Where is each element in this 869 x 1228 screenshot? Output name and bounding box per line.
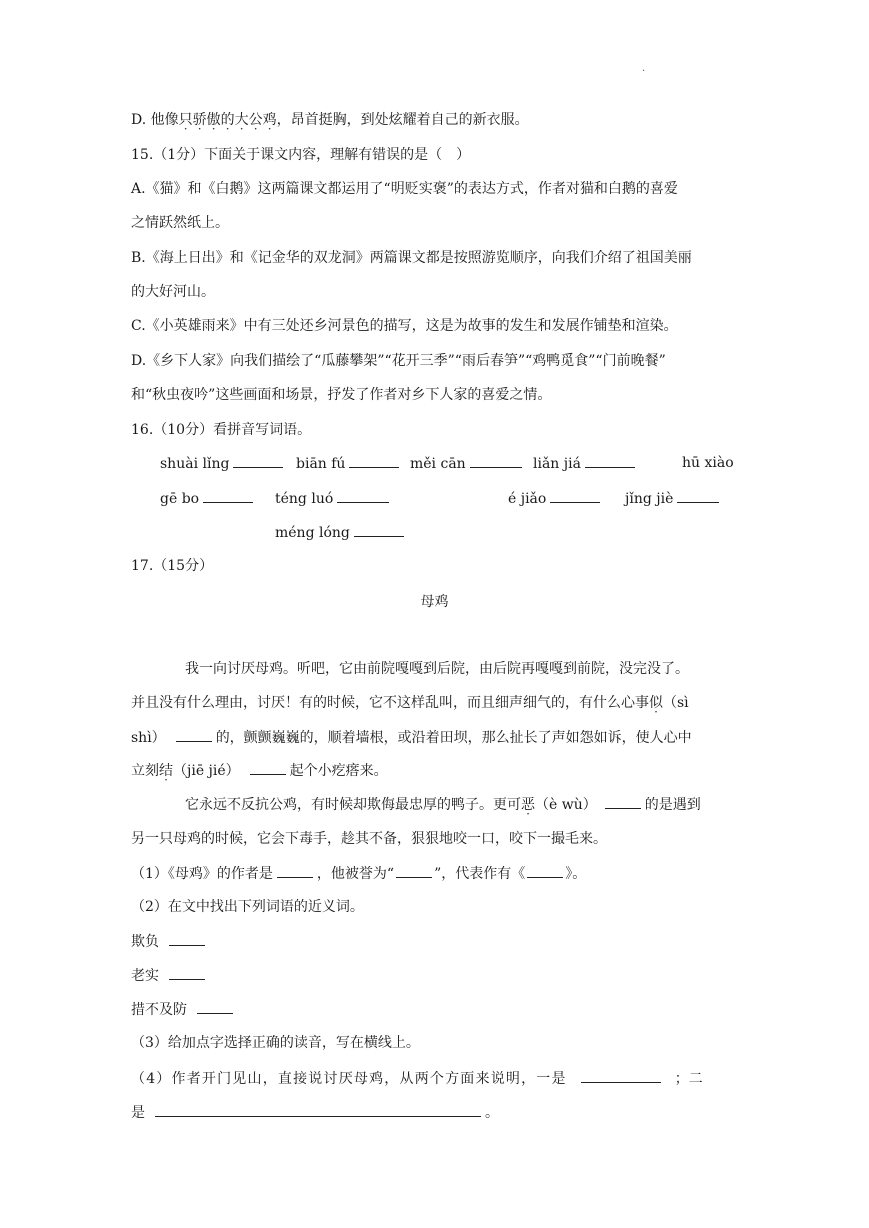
question-text: （4）作者开门见山，直接说讨厌母鸡，从两个方面来说明，一是 xyxy=(131,1071,567,1087)
answer-blank[interactable] xyxy=(605,794,641,809)
pinyin-text: gē bo xyxy=(160,491,200,507)
dotted-char: 似 xyxy=(649,695,663,711)
pinyin-text: é jiǎo xyxy=(508,491,547,507)
q15-option-b-cont: 的大好河山。 xyxy=(131,284,215,300)
pinyin-text: liǎn jiá xyxy=(533,456,581,472)
dotted-char: 恶 xyxy=(521,797,535,813)
sub-question-4 xyxy=(131,1068,737,1089)
pinyin-item xyxy=(296,453,403,474)
pinyin-item xyxy=(160,453,287,474)
answer-blank[interactable] xyxy=(354,522,404,537)
answer-blank[interactable] xyxy=(250,760,286,775)
word-label: 欺负 xyxy=(131,934,159,950)
dotted-char: 大 xyxy=(234,112,249,128)
pinyin-item xyxy=(275,522,408,543)
passage-text: （è wù） xyxy=(535,797,597,813)
pinyin-item xyxy=(160,488,257,509)
pinyin-item xyxy=(410,453,526,474)
answer-blank[interactable] xyxy=(470,453,522,468)
answer-blank[interactable] xyxy=(527,863,563,878)
passage-text: 它永远不反抗公鸡，有时候却欺侮最忠厚的鸭子。更可 xyxy=(185,797,521,813)
passage-text: （sì xyxy=(663,695,689,711)
q15-option-a: A.《猫》和《白鹅》这两篇课文都运用了“明贬实褒”的表达方式，作者对猫和白鹅的喜爱 xyxy=(131,181,678,197)
page-mark: · xyxy=(642,66,646,77)
question-text: ；二 xyxy=(674,1071,703,1087)
dotted-char: 的 xyxy=(220,112,235,128)
passage-text: （jiē jié） xyxy=(173,763,240,779)
synonym-item xyxy=(131,931,209,952)
question-text: ”，代表作有《 xyxy=(434,866,526,882)
sub-question-4-cont xyxy=(131,1102,499,1123)
pinyin-item xyxy=(275,488,393,509)
synonym-item xyxy=(131,965,209,986)
q15-option-c: C.《小英雄雨来》中有三处还乡河景色的描写，这是为故事的发生和发展作铺垫和渲染。 xyxy=(131,318,678,334)
q15-option-a-cont: 之情跃然纸上。 xyxy=(131,215,229,231)
q17-stem: 17.（15分） xyxy=(131,558,214,574)
passage-title: 母鸡 xyxy=(420,594,449,610)
answer-blank[interactable] xyxy=(169,931,205,946)
pinyin-text: méng lóng xyxy=(275,525,350,541)
pinyin-text: měi cān xyxy=(410,456,466,472)
answer-blank[interactable] xyxy=(197,999,233,1014)
sub-question-2: （2）在文中找出下列词语的近义词。 xyxy=(131,899,364,915)
sub-question-3: （3）给加点字选择正确的读音，写在横线上。 xyxy=(131,1035,420,1051)
passage-text: shì） xyxy=(131,730,166,746)
passage-line: 我一向讨厌母鸡。听吧，它由前院嘎嘎到后院，由后院再嘎嘎到前院，没完没了。 xyxy=(185,661,689,677)
dotted-char: 结 xyxy=(159,763,173,779)
dotted-char: 鸡 xyxy=(262,112,277,128)
q15-option-d-cont: 和“秋虫夜吟”这些画面和场景，抒发了作者对乡下人家的喜爱之情。 xyxy=(131,387,552,403)
passage-line xyxy=(131,693,689,713)
answer-blank[interactable] xyxy=(203,488,253,503)
dotted-char: 傲 xyxy=(206,112,221,128)
passage-text: 的是遇到 xyxy=(644,797,701,813)
answer-blank[interactable] xyxy=(337,488,389,503)
answer-blank[interactable] xyxy=(550,488,600,503)
q15-option-b: B.《海上日出》和《记金华的双龙洞》两篇课文都是按照游览顺序，向我们介绍了祖国美丽 xyxy=(131,250,692,266)
q15-stem: 15.（1分）下面关于课文内容，理解有错误的是（ ） xyxy=(131,147,471,163)
pinyin-text: téng luó xyxy=(275,491,334,507)
question-text: 。 xyxy=(485,1105,499,1121)
dotted-char: 公 xyxy=(248,112,263,128)
answer-blank[interactable] xyxy=(169,965,205,980)
answer-blank[interactable] xyxy=(349,453,399,468)
question-text: 》。 xyxy=(565,866,587,882)
question-text: （1）《母鸡》的作者是 xyxy=(131,866,273,882)
passage-line: 另一只母鸡的时候，它会下毒手，趁其不备，狠狠地咬一口，咬下一撮毛来。 xyxy=(131,831,607,847)
passage-line xyxy=(131,727,692,748)
passage-line xyxy=(185,794,701,815)
pinyin-item xyxy=(682,453,734,473)
q14-option-d xyxy=(131,110,529,130)
word-label: 老实 xyxy=(131,968,159,984)
pinyin-item xyxy=(533,453,639,474)
q14-d-suffix: ，昂首挺胸，到处炫耀着自己的新衣服。 xyxy=(276,112,529,128)
dotted-char: 只 xyxy=(178,112,193,128)
passage-text: 立刻 xyxy=(131,763,159,779)
pinyin-item xyxy=(625,488,723,509)
answer-blank[interactable] xyxy=(396,863,432,878)
passage-line xyxy=(131,760,388,781)
q14-d-prefix: D. 他像 xyxy=(131,112,179,128)
passage-text: 起个小疙瘩来。 xyxy=(289,763,388,779)
answer-blank[interactable] xyxy=(233,453,283,468)
pinyin-text: shuài lǐng xyxy=(160,456,230,472)
synonym-item xyxy=(131,999,237,1020)
pinyin-text: biān fú xyxy=(296,456,346,472)
passage-text: 的，颤颤巍巍的，顺着墙根，或沿着田坝，那么扯长了声如怨如诉，使人心中 xyxy=(215,730,692,746)
pinyin-text: hū xiào xyxy=(682,455,734,471)
answer-blank[interactable] xyxy=(155,1102,481,1117)
pinyin-text: jǐng jiè xyxy=(625,491,674,507)
answer-blank[interactable] xyxy=(277,863,313,878)
answer-blank[interactable] xyxy=(176,727,212,742)
answer-blank[interactable] xyxy=(677,488,719,503)
passage-text: 并且没有什么理由，讨厌！有的时候，它不这样乱叫，而且细声细气的，有什么心事 xyxy=(131,695,649,711)
word-label: 措不及防 xyxy=(131,1002,187,1018)
sub-question-1 xyxy=(131,863,586,884)
question-text: 是 xyxy=(131,1105,145,1121)
answer-blank[interactable] xyxy=(581,1068,661,1083)
q15-option-d: D.《乡下人家》向我们描绘了“瓜藤攀架”“花开三季”“雨后春笋”“鸡鸭觅食”“门前晚餐” xyxy=(131,353,666,369)
answer-blank[interactable] xyxy=(585,453,635,468)
dotted-char: 骄 xyxy=(192,112,207,128)
q16-stem: 16.（10分）看拼音写词语。 xyxy=(131,422,312,438)
pinyin-item xyxy=(508,488,604,509)
question-text: ，他被誉为“ xyxy=(316,866,395,882)
